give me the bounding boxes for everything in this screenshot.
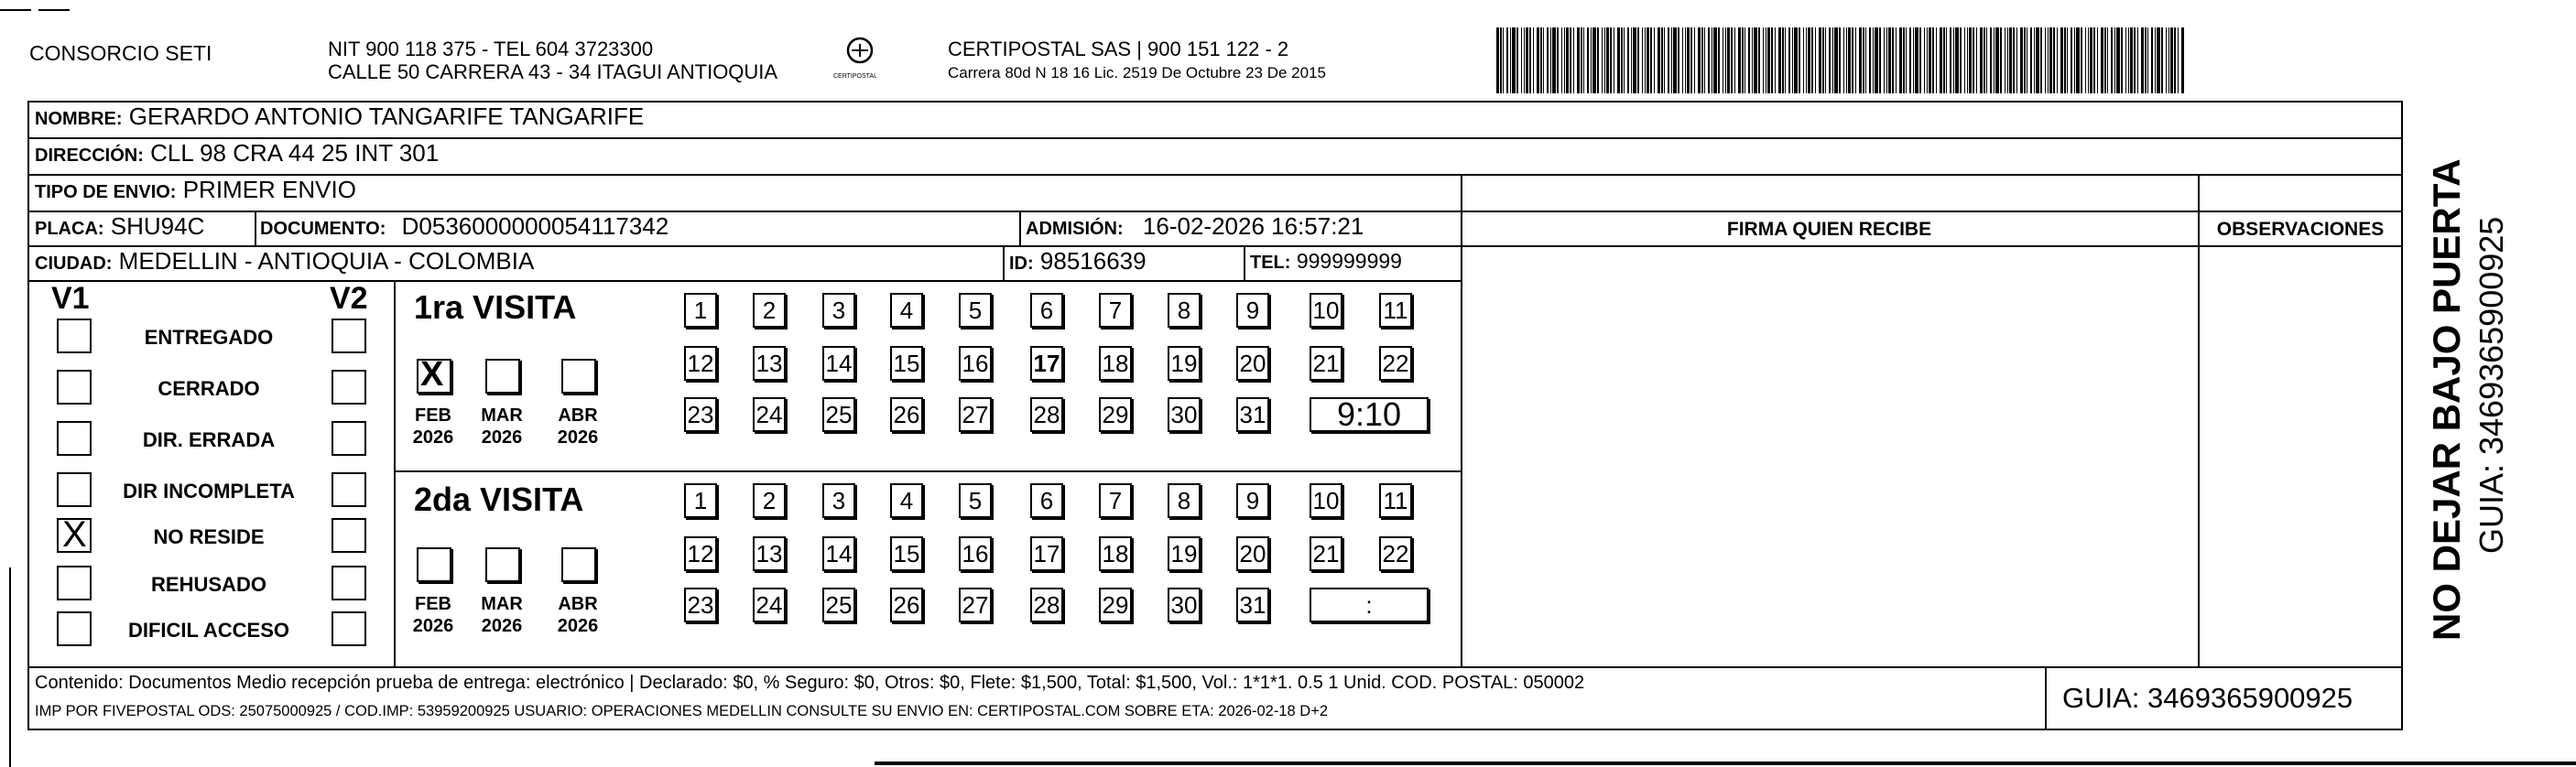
- month-checkbox[interactable]: [561, 359, 596, 394]
- id-field: [1009, 249, 1147, 273]
- day-box[interactable]: 21: [1310, 346, 1342, 381]
- v1-checkbox[interactable]: [57, 566, 92, 600]
- day-box[interactable]: 1: [684, 483, 717, 518]
- day-box[interactable]: 24: [753, 588, 786, 622]
- documento-label: DOCUMENTO:: [260, 219, 386, 239]
- admision-value: 16-02-2026 16:57:21: [1142, 212, 1364, 240]
- v2-checkbox[interactable]: [332, 611, 366, 646]
- side-guia: GUIA: 3469365900925: [2473, 216, 2510, 554]
- month-label: [406, 593, 461, 637]
- status-option: DIFICIL ACCESO: [127, 619, 289, 642]
- day-box[interactable]: 19: [1168, 346, 1201, 381]
- col-divider: [394, 280, 396, 666]
- day-box[interactable]: 2: [753, 483, 786, 518]
- tel-field: [1250, 251, 1402, 272]
- company-name: CONSORCIO SETI: [29, 41, 212, 65]
- day-box[interactable]: 5: [959, 293, 992, 328]
- nombre-field: [35, 104, 644, 128]
- nombre-value: GERARDO ANTONIO TANGARIFE TANGARIFE: [128, 103, 645, 130]
- status-option: ENTREGADO: [144, 326, 274, 349]
- footer-line-2: IMP POR FIVEPOSTAL ODS: 25075000925 / COD.IMP: 53959200925 USUARIO: OPERACIONES MEDELLIN CONSULTE SU ENVIO EN: CERTIPOSTAL.COM SOBRE ETA: 2026-02-18 D+2: [35, 703, 1329, 719]
- row-divider: [394, 470, 1461, 472]
- day-box[interactable]: 26: [890, 588, 923, 622]
- bottom-rule: [875, 762, 2576, 765]
- day-box[interactable]: 12: [684, 536, 717, 571]
- day-box[interactable]: 14: [822, 346, 855, 381]
- observaciones-header: OBSERVACIONES: [2216, 219, 2385, 240]
- v2-checkbox[interactable]: [332, 518, 366, 553]
- status-option: DIR. ERRADA: [142, 428, 276, 451]
- check-mark: X: [62, 514, 87, 555]
- day-box[interactable]: 22: [1379, 536, 1412, 571]
- day-box[interactable]: 15: [890, 346, 923, 381]
- v1-checkbox[interactable]: [57, 514, 92, 555]
- day-box[interactable]: 30: [1168, 397, 1201, 432]
- day-box[interactable]: 3: [822, 483, 855, 518]
- v1-checkbox[interactable]: [57, 319, 92, 353]
- v2-checkbox[interactable]: [332, 566, 366, 600]
- documento-value: D0536000000054117342: [401, 212, 669, 240]
- day-box[interactable]: 6: [1030, 483, 1063, 518]
- row-divider: [1461, 245, 2403, 247]
- day-box[interactable]: 28: [1030, 397, 1063, 432]
- tipo-field: [35, 178, 356, 201]
- month-year: 2026: [481, 427, 523, 448]
- row-divider: [27, 174, 2403, 176]
- firma-header: FIRMA QUIEN RECIBE: [1726, 219, 1932, 240]
- day-box[interactable]: 12: [684, 346, 717, 381]
- time-box[interactable]: :: [1310, 588, 1429, 622]
- day-box[interactable]: 9: [1236, 293, 1269, 328]
- direccion-field: [35, 141, 439, 165]
- tipo-value: PRIMER ENVIO: [182, 176, 356, 203]
- col-divider: [1019, 211, 1021, 245]
- month-name: ABR: [558, 594, 598, 614]
- day-box[interactable]: 31: [1236, 397, 1269, 432]
- nit-line-2: CALLE 50 CARRERA 43 - 34 ITAGUI ANTIOQUIA: [328, 60, 778, 83]
- placa-value: SHU94C: [110, 212, 205, 240]
- day-box[interactable]: 20: [1236, 536, 1269, 571]
- day-box[interactable]: 5: [959, 483, 992, 518]
- day-box[interactable]: 14: [822, 536, 855, 571]
- month-label: [550, 405, 605, 448]
- certipostal-line-2: Carrera 80d N 18 16 Lic. 2519 De Octubre 23 De 2015: [948, 64, 1326, 81]
- v1-label: V1: [51, 281, 90, 316]
- month-checkbox[interactable]: [561, 547, 596, 582]
- day-box[interactable]: 11: [1379, 293, 1412, 328]
- day-box[interactable]: 7: [1099, 293, 1132, 328]
- side-warning: NO DEJAR BAJO PUERTA: [2425, 158, 2468, 641]
- time-box[interactable]: 9:10: [1310, 397, 1429, 432]
- month-checkbox[interactable]: [485, 547, 520, 582]
- month-year: 2026: [557, 616, 599, 636]
- col-divider: [1244, 245, 1245, 280]
- day-box[interactable]: 18: [1099, 536, 1132, 571]
- tipo-label: TIPO DE ENVIO:: [35, 182, 177, 202]
- day-box[interactable]: 11: [1379, 483, 1412, 518]
- col-divider: [255, 211, 256, 245]
- month-name: ABR: [558, 405, 598, 426]
- month-name: MAR: [481, 405, 523, 426]
- day-box[interactable]: 20: [1236, 346, 1269, 381]
- status-option: REHUSADO: [151, 573, 266, 596]
- day-box[interactable]: 2: [753, 293, 786, 328]
- month-name: FEB: [415, 594, 451, 614]
- ciudad-label: CIUDAD:: [35, 254, 113, 274]
- v2-checkbox[interactable]: [332, 472, 366, 507]
- month-name: FEB: [415, 405, 451, 426]
- placa-label: PLACA:: [35, 219, 104, 239]
- v1-checkbox[interactable]: [57, 370, 92, 405]
- day-box[interactable]: 4: [890, 293, 923, 328]
- footer-line-1: Contenido: Documentos Medio recepción prueba de entrega: electrónico | Declarado: $0, % Seguro: $0, Otros: $0, Flete: $1,500, Total: $1,500, Vol.: 1*1*1. 0.5 1 Unid. COD. POSTAL: 050002: [35, 673, 1585, 693]
- col-divider: [2198, 174, 2200, 666]
- day-box[interactable]: 16: [959, 346, 992, 381]
- col-divider: [1003, 245, 1005, 280]
- visit-1-title: 1ra VISITA: [414, 288, 577, 326]
- id-value: 98516639: [1039, 247, 1147, 275]
- month-year: 2026: [412, 616, 454, 636]
- v1-checkbox[interactable]: [57, 421, 92, 456]
- month-year: 2026: [481, 616, 523, 636]
- nombre-label: NOMBRE:: [35, 109, 123, 129]
- day-box[interactable]: 21: [1310, 536, 1342, 571]
- day-box[interactable]: 3: [822, 293, 855, 328]
- status-option: CERRADO: [158, 377, 260, 400]
- day-box[interactable]: 13: [753, 536, 786, 571]
- col-divider: [2045, 666, 2403, 668]
- day-box[interactable]: 16: [959, 536, 992, 571]
- col-divider: [1461, 174, 1462, 666]
- status-option: DIR INCOMPLETA: [123, 480, 295, 502]
- day-box[interactable]: 6: [1030, 293, 1063, 328]
- ciudad-field: [35, 249, 534, 273]
- v1-checkbox[interactable]: [57, 472, 92, 507]
- scan-mark: [38, 9, 70, 11]
- month-year: 2026: [557, 427, 599, 448]
- ciudad-value: MEDELLIN - ANTIOQUIA - COLOMBIA: [118, 247, 535, 275]
- admision-field: [1026, 214, 1364, 238]
- footer-guia: GUIA: 3469365900925: [2062, 682, 2353, 714]
- day-box[interactable]: 9: [1236, 483, 1269, 518]
- day-box[interactable]: 10: [1310, 293, 1342, 328]
- day-box[interactable]: 7: [1099, 483, 1132, 518]
- day-box[interactable]: 19: [1168, 536, 1201, 571]
- visit-2-title: 2da VISITA: [414, 481, 584, 518]
- v2-checkbox[interactable]: [332, 370, 366, 405]
- day-box[interactable]: 8: [1168, 293, 1201, 328]
- day-box[interactable]: 4: [890, 483, 923, 518]
- day-box[interactable]: 28: [1030, 588, 1063, 622]
- day-box[interactable]: 24: [753, 397, 786, 432]
- day-box[interactable]: 29: [1099, 588, 1132, 622]
- month-label: [406, 405, 461, 448]
- day-box[interactable]: 18: [1099, 346, 1132, 381]
- nit-line-1: NIT 900 118 375 - TEL 604 3723300: [328, 38, 654, 60]
- row-divider: [27, 280, 1461, 282]
- day-box[interactable]: 10: [1310, 483, 1342, 518]
- id-label: ID:: [1009, 254, 1034, 274]
- day-box[interactable]: 22: [1379, 346, 1412, 381]
- month-label: [474, 405, 529, 448]
- left-rule: [9, 567, 11, 767]
- month-name: MAR: [481, 594, 523, 614]
- tel-value: 999999999: [1296, 249, 1402, 273]
- day-box[interactable]: 1: [684, 293, 717, 328]
- month-label: [550, 593, 605, 637]
- barcode: [1496, 27, 2185, 93]
- v2-label: V2: [330, 281, 368, 316]
- day-box[interactable]: 27: [959, 588, 992, 622]
- day-box[interactable]: 25: [822, 588, 855, 622]
- month-checkbox[interactable]: [485, 359, 520, 394]
- day-box[interactable]: 15: [890, 536, 923, 571]
- certipostal-line-1: CERTIPOSTAL SAS | 900 151 122 - 2: [948, 38, 1289, 60]
- day-box[interactable]: 29: [1099, 397, 1132, 432]
- direccion-value: CLL 98 CRA 44 25 INT 301: [150, 139, 440, 167]
- day-box[interactable]: 25: [822, 397, 855, 432]
- v1-checkbox[interactable]: [57, 611, 92, 646]
- v2-checkbox[interactable]: [332, 421, 366, 456]
- v2-checkbox[interactable]: [332, 319, 366, 353]
- month-checkbox[interactable]: [417, 355, 451, 394]
- month-year: 2026: [412, 427, 454, 448]
- check-mark: X: [420, 355, 444, 394]
- day-box[interactable]: 17: [1030, 346, 1063, 381]
- day-box[interactable]: 27: [959, 397, 992, 432]
- month-checkbox[interactable]: [417, 547, 451, 582]
- day-box[interactable]: 13: [753, 346, 786, 381]
- day-box[interactable]: 31: [1236, 588, 1269, 622]
- placa-field: [35, 214, 204, 238]
- day-box[interactable]: 23: [684, 588, 717, 622]
- day-box[interactable]: 8: [1168, 483, 1201, 518]
- day-box[interactable]: 23: [684, 397, 717, 432]
- day-box[interactable]: 30: [1168, 588, 1201, 622]
- day-box[interactable]: 26: [890, 397, 923, 432]
- status-option: NO RESIDE: [153, 525, 265, 548]
- col-divider: [2045, 666, 2047, 730]
- scan-mark: [0, 9, 31, 11]
- logo-text: CERTIPOSTAL: [833, 73, 877, 80]
- day-box[interactable]: 17: [1030, 536, 1063, 571]
- direccion-label: DIRECCIÓN:: [35, 146, 144, 166]
- month-label: [474, 593, 529, 637]
- admision-label: ADMISIÓN:: [1026, 219, 1124, 239]
- main-frame: [27, 101, 2403, 730]
- documento-field: [260, 214, 668, 238]
- tel-label: TEL:: [1250, 253, 1291, 273]
